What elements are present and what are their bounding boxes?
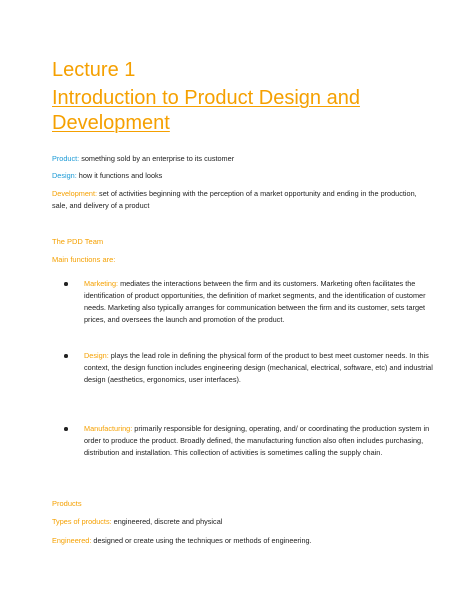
manufacturing-description: primarily responsible for designing, operating, and/ or coordinating the production system in order to produce the product. Broadly defined, the manufacturing function also often includes purchasing, distribution and installation. This collection of activities is sometimes calling the supply chain. [84,424,430,457]
term-development: Development [52,189,95,198]
term-design-sep: : [74,171,77,180]
term-types-sep: : [109,517,112,526]
definition-product-text: something sold by an enterprise to its customer [79,154,235,163]
bullet-marketing-text [84,278,434,326]
design-description: plays the lead role in defining the physical form of the product to best meet customer needs. In this context, the design function includes engineering design (mechanical, electrical, software, etc) and industrial design (aesthetics, ergonomics, user interfaces). [84,351,433,384]
lecture-number: Lecture 1 [52,59,136,81]
term-manufacturing: Manufacturing [84,424,131,433]
definition-design-text: how it functions and looks [76,171,163,180]
bullet-dot-icon [64,354,68,358]
bullet-manufacturing-text [84,423,434,459]
term-product: Product [52,154,78,163]
lecture-title-line-2: Development [52,112,170,134]
term-marketing-sep: : [116,279,119,288]
definition-design [52,170,432,182]
term-design-function-sep: : [106,351,109,360]
definition-development-text: set of activities beginning with the perception of a market opportunity and ending in the production, sale, and delivery of a product [52,189,417,210]
term-development-sep: : [95,189,98,198]
term-engineered: Engineered [52,536,90,545]
term-design-function: Design [84,351,107,360]
pdd-team-heading: The PDD Team [52,237,104,246]
bullet-dot-icon [64,427,68,431]
term-engineered-sep: : [89,536,92,545]
definition-product [52,153,432,165]
types-of-products-text: engineered, discrete and physical [111,517,223,526]
lecture-title-line-1: Introduction to Product Design and [52,87,360,109]
engineered-text: designed or create using the techniques or methods of engineering. [91,536,312,545]
marketing-description: mediates the interactions between the firm and its customers. Marketing often facilitates the identification of product opportunities, the definition of market segments, and the identification of customer needs. Marketing also typically arranges for communication between the firm and its customer, sets target prices, and oversees the launch and promotion of the product. [84,279,426,324]
types-of-products [52,516,432,528]
term-manufacturing-sep: : [130,424,133,433]
term-types-of-products: Types of products [52,517,110,526]
bullet-design-text [84,350,434,386]
term-marketing: Marketing [84,279,117,288]
engineered-definition [52,535,432,547]
bullet-dot-icon [64,282,68,286]
term-product-sep: : [77,154,80,163]
term-design: Design [52,171,75,180]
definition-development [52,188,432,212]
products-heading: Products [52,499,82,508]
main-functions-heading: Main functions are: [52,255,116,264]
